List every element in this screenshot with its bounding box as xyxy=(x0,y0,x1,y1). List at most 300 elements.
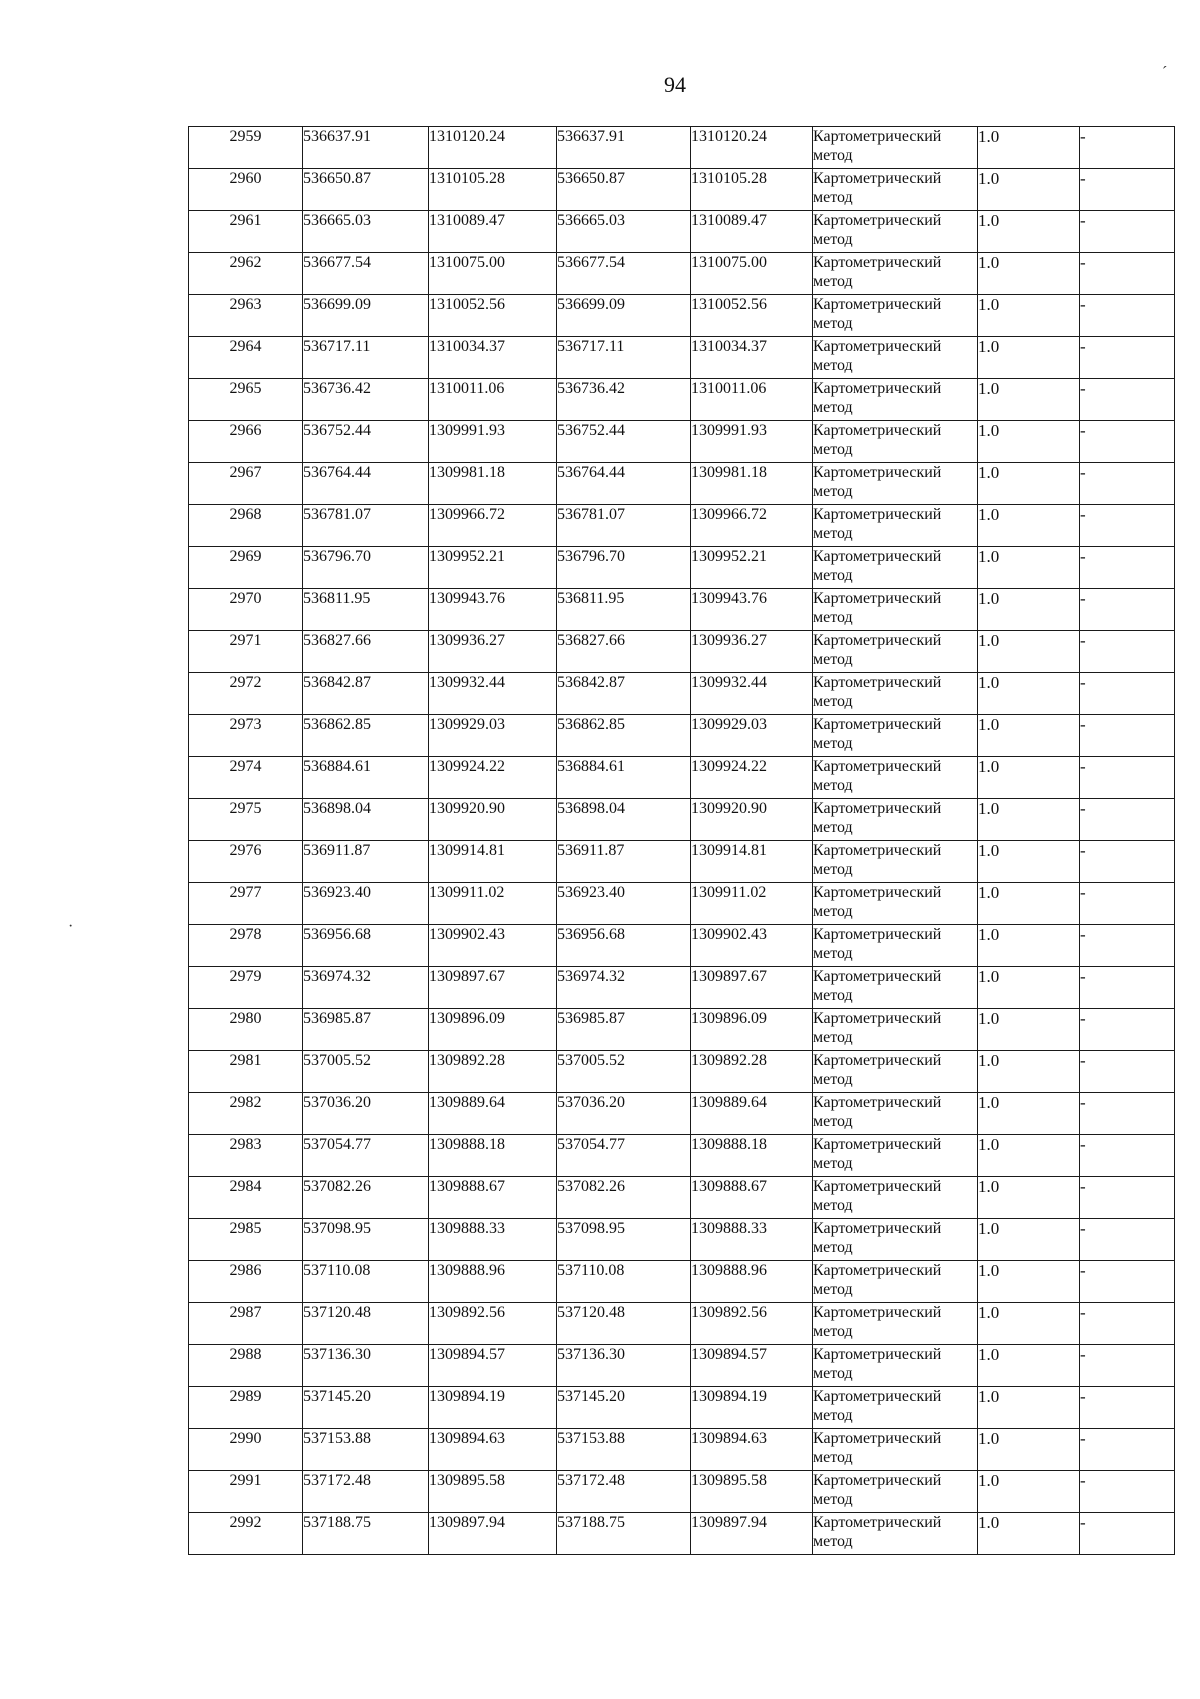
cell-x-coordinate: 537145.20 xyxy=(303,1387,429,1429)
cell-y-coordinate-new: 1310089.47 xyxy=(691,211,813,253)
table-row xyxy=(189,1009,1175,1051)
cell-method xyxy=(813,673,978,715)
cell-y-coordinate: 1309895.58 xyxy=(429,1471,557,1513)
method-line-1: Картометрический xyxy=(813,1178,942,1195)
cell-extra: - xyxy=(1080,1303,1175,1345)
cell-x-coordinate: 536974.32 xyxy=(303,967,429,1009)
scan-mark: ˊ xyxy=(1162,64,1168,81)
cell-y-coordinate: 1309991.93 xyxy=(429,421,557,463)
page-number: 94 xyxy=(664,72,686,97)
method-line-1: Картометрический xyxy=(813,800,942,817)
method-line-2: метод xyxy=(813,1323,853,1340)
method-line-2: метод xyxy=(813,1113,853,1130)
cell-point-number: 2986 xyxy=(189,1261,303,1303)
cell-y-coordinate: 1309932.44 xyxy=(429,673,557,715)
cell-accuracy: 1.0 xyxy=(978,841,1080,883)
cell-y-coordinate: 1309888.18 xyxy=(429,1135,557,1177)
cell-accuracy: 1.0 xyxy=(978,379,1080,421)
table-row xyxy=(189,211,1175,253)
table-row xyxy=(189,1387,1175,1429)
table-row xyxy=(189,1093,1175,1135)
method-line-2: метод xyxy=(813,861,853,878)
cell-accuracy: 1.0 xyxy=(978,1177,1080,1219)
cell-point-number: 2990 xyxy=(189,1429,303,1471)
cell-point-number: 2985 xyxy=(189,1219,303,1261)
cell-x-coordinate: 536923.40 xyxy=(303,883,429,925)
cell-method xyxy=(813,841,978,883)
method-line-2: метод xyxy=(813,1239,853,1256)
method-line-2: метод xyxy=(813,819,853,836)
cell-method xyxy=(813,463,978,505)
cell-point-number: 2984 xyxy=(189,1177,303,1219)
cell-accuracy: 1.0 xyxy=(978,169,1080,211)
method-line-1: Картометрический xyxy=(813,464,942,481)
cell-extra: - xyxy=(1080,1093,1175,1135)
table-row xyxy=(189,1513,1175,1555)
cell-y-coordinate: 1309911.02 xyxy=(429,883,557,925)
cell-extra: - xyxy=(1080,421,1175,463)
method-line-1: Картометрический xyxy=(813,254,942,271)
cell-y-coordinate-new: 1309966.72 xyxy=(691,505,813,547)
cell-x-coordinate: 537036.20 xyxy=(303,1093,429,1135)
cell-y-coordinate-new: 1309902.43 xyxy=(691,925,813,967)
cell-point-number: 2971 xyxy=(189,631,303,673)
method-line-1: Картометрический xyxy=(813,1388,942,1405)
cell-y-coordinate: 1309920.90 xyxy=(429,799,557,841)
cell-x-coordinate: 536677.54 xyxy=(303,253,429,295)
method-line-2: метод xyxy=(813,483,853,500)
cell-y-coordinate: 1309952.21 xyxy=(429,547,557,589)
method-line-1: Картометрический xyxy=(813,212,942,229)
cell-y-coordinate-new: 1309952.21 xyxy=(691,547,813,589)
cell-x-coordinate: 537153.88 xyxy=(303,1429,429,1471)
cell-method xyxy=(813,1051,978,1093)
table-row xyxy=(189,967,1175,1009)
cell-extra: - xyxy=(1080,1345,1175,1387)
cell-y-coordinate-new: 1309932.44 xyxy=(691,673,813,715)
table-row xyxy=(189,169,1175,211)
method-line-1: Картометрический xyxy=(813,1304,942,1321)
table-row xyxy=(189,1135,1175,1177)
method-line-1: Картометрический xyxy=(813,632,942,649)
cell-point-number: 2976 xyxy=(189,841,303,883)
cell-y-coordinate: 1309914.81 xyxy=(429,841,557,883)
method-line-2: метод xyxy=(813,273,853,290)
cell-extra: - xyxy=(1080,1177,1175,1219)
cell-point-number: 2982 xyxy=(189,1093,303,1135)
cell-method xyxy=(813,883,978,925)
cell-extra: - xyxy=(1080,1135,1175,1177)
cell-y-coordinate-new: 1309892.28 xyxy=(691,1051,813,1093)
cell-x-coordinate-new: 537153.88 xyxy=(557,1429,691,1471)
cell-method xyxy=(813,547,978,589)
cell-point-number: 2988 xyxy=(189,1345,303,1387)
method-line-2: метод xyxy=(813,147,853,164)
cell-method xyxy=(813,1135,978,1177)
cell-accuracy: 1.0 xyxy=(978,1051,1080,1093)
cell-point-number: 2961 xyxy=(189,211,303,253)
table-row xyxy=(189,253,1175,295)
table-row xyxy=(189,295,1175,337)
cell-x-coordinate-new: 537120.48 xyxy=(557,1303,691,1345)
cell-x-coordinate-new: 536827.66 xyxy=(557,631,691,673)
method-line-1: Картометрический xyxy=(813,842,942,859)
method-line-1: Картометрический xyxy=(813,1430,942,1447)
cell-accuracy: 1.0 xyxy=(978,1135,1080,1177)
cell-extra: - xyxy=(1080,295,1175,337)
cell-method xyxy=(813,1387,978,1429)
cell-point-number: 2981 xyxy=(189,1051,303,1093)
cell-y-coordinate: 1309892.28 xyxy=(429,1051,557,1093)
cell-x-coordinate: 536699.09 xyxy=(303,295,429,337)
cell-y-coordinate-new: 1309914.81 xyxy=(691,841,813,883)
cell-extra: - xyxy=(1080,925,1175,967)
cell-y-coordinate-new: 1310105.28 xyxy=(691,169,813,211)
cell-method xyxy=(813,1261,978,1303)
cell-y-coordinate: 1310089.47 xyxy=(429,211,557,253)
cell-method xyxy=(813,127,978,169)
cell-extra: - xyxy=(1080,1387,1175,1429)
cell-accuracy: 1.0 xyxy=(978,589,1080,631)
cell-point-number: 2978 xyxy=(189,925,303,967)
cell-x-coordinate-new: 536796.70 xyxy=(557,547,691,589)
table-row xyxy=(189,547,1175,589)
coordinates-table-container xyxy=(188,126,1174,1555)
cell-y-coordinate-new: 1309888.33 xyxy=(691,1219,813,1261)
method-line-1: Картометрический xyxy=(813,296,942,313)
table-row xyxy=(189,1177,1175,1219)
cell-accuracy: 1.0 xyxy=(978,421,1080,463)
cell-extra: - xyxy=(1080,337,1175,379)
cell-point-number: 2965 xyxy=(189,379,303,421)
cell-point-number: 2969 xyxy=(189,547,303,589)
cell-point-number: 2975 xyxy=(189,799,303,841)
cell-accuracy: 1.0 xyxy=(978,295,1080,337)
cell-x-coordinate: 536717.11 xyxy=(303,337,429,379)
cell-point-number: 2979 xyxy=(189,967,303,1009)
cell-y-coordinate: 1309888.33 xyxy=(429,1219,557,1261)
cell-method xyxy=(813,211,978,253)
cell-method xyxy=(813,799,978,841)
table-row xyxy=(189,379,1175,421)
cell-y-coordinate-new: 1309936.27 xyxy=(691,631,813,673)
cell-accuracy: 1.0 xyxy=(978,1219,1080,1261)
cell-y-coordinate: 1309902.43 xyxy=(429,925,557,967)
method-line-2: метод xyxy=(813,693,853,710)
cell-y-coordinate-new: 1309897.94 xyxy=(691,1513,813,1555)
cell-x-coordinate: 536985.87 xyxy=(303,1009,429,1051)
cell-y-coordinate-new: 1310034.37 xyxy=(691,337,813,379)
cell-y-coordinate-new: 1310120.24 xyxy=(691,127,813,169)
cell-x-coordinate-new: 536811.95 xyxy=(557,589,691,631)
cell-x-coordinate-new: 536956.68 xyxy=(557,925,691,967)
cell-x-coordinate-new: 536781.07 xyxy=(557,505,691,547)
cell-x-coordinate: 537136.30 xyxy=(303,1345,429,1387)
cell-method xyxy=(813,1093,978,1135)
cell-accuracy: 1.0 xyxy=(978,1387,1080,1429)
cell-accuracy: 1.0 xyxy=(978,883,1080,925)
table-row xyxy=(189,883,1175,925)
cell-accuracy: 1.0 xyxy=(978,967,1080,1009)
table-row xyxy=(189,1219,1175,1261)
method-line-1: Картометрический xyxy=(813,1136,942,1153)
method-line-2: метод xyxy=(813,567,853,584)
cell-method xyxy=(813,1009,978,1051)
table-row xyxy=(189,1051,1175,1093)
cell-accuracy: 1.0 xyxy=(978,1261,1080,1303)
cell-extra: - xyxy=(1080,1261,1175,1303)
cell-accuracy: 1.0 xyxy=(978,715,1080,757)
cell-accuracy: 1.0 xyxy=(978,673,1080,715)
table-row xyxy=(189,715,1175,757)
method-line-2: метод xyxy=(813,189,853,206)
method-line-2: метод xyxy=(813,357,853,374)
cell-point-number: 2992 xyxy=(189,1513,303,1555)
cell-y-coordinate-new: 1309895.58 xyxy=(691,1471,813,1513)
cell-method xyxy=(813,169,978,211)
table-row xyxy=(189,337,1175,379)
cell-method xyxy=(813,421,978,463)
cell-y-coordinate-new: 1309943.76 xyxy=(691,589,813,631)
table-row xyxy=(189,1345,1175,1387)
method-line-2: метод xyxy=(813,1197,853,1214)
cell-method xyxy=(813,967,978,1009)
cell-method xyxy=(813,1429,978,1471)
table-row xyxy=(189,925,1175,967)
cell-y-coordinate: 1310034.37 xyxy=(429,337,557,379)
method-line-2: метод xyxy=(813,987,853,1004)
cell-point-number: 2970 xyxy=(189,589,303,631)
cell-extra: - xyxy=(1080,1051,1175,1093)
method-line-2: метод xyxy=(813,777,853,794)
cell-point-number: 2967 xyxy=(189,463,303,505)
table-row xyxy=(189,631,1175,673)
cell-method xyxy=(813,1471,978,1513)
table-row xyxy=(189,1471,1175,1513)
method-line-1: Картометрический xyxy=(813,590,942,607)
cell-x-coordinate-new: 536842.87 xyxy=(557,673,691,715)
method-line-1: Картометрический xyxy=(813,1094,942,1111)
method-line-2: метод xyxy=(813,525,853,542)
cell-method xyxy=(813,1513,978,1555)
cell-extra: - xyxy=(1080,673,1175,715)
table-row xyxy=(189,463,1175,505)
cell-accuracy: 1.0 xyxy=(978,1303,1080,1345)
cell-x-coordinate: 536637.91 xyxy=(303,127,429,169)
cell-x-coordinate-new: 537136.30 xyxy=(557,1345,691,1387)
table-row xyxy=(189,1303,1175,1345)
cell-x-coordinate-new: 536884.61 xyxy=(557,757,691,799)
cell-x-coordinate: 536764.44 xyxy=(303,463,429,505)
cell-y-coordinate: 1309894.19 xyxy=(429,1387,557,1429)
cell-extra: - xyxy=(1080,841,1175,883)
cell-accuracy: 1.0 xyxy=(978,925,1080,967)
cell-y-coordinate-new: 1310052.56 xyxy=(691,295,813,337)
table-row xyxy=(189,1261,1175,1303)
table-row xyxy=(189,127,1175,169)
method-line-1: Картометрический xyxy=(813,1514,942,1531)
cell-x-coordinate: 537120.48 xyxy=(303,1303,429,1345)
cell-point-number: 2963 xyxy=(189,295,303,337)
cell-point-number: 2980 xyxy=(189,1009,303,1051)
cell-x-coordinate: 536862.85 xyxy=(303,715,429,757)
cell-x-coordinate: 536752.44 xyxy=(303,421,429,463)
cell-y-coordinate-new: 1309911.02 xyxy=(691,883,813,925)
method-line-2: метод xyxy=(813,945,853,962)
cell-x-coordinate-new: 537145.20 xyxy=(557,1387,691,1429)
cell-accuracy: 1.0 xyxy=(978,1471,1080,1513)
cell-y-coordinate-new: 1309981.18 xyxy=(691,463,813,505)
cell-y-coordinate-new: 1309892.56 xyxy=(691,1303,813,1345)
cell-point-number: 2987 xyxy=(189,1303,303,1345)
cell-y-coordinate: 1309897.94 xyxy=(429,1513,557,1555)
table-row xyxy=(189,757,1175,799)
cell-point-number: 2968 xyxy=(189,505,303,547)
cell-x-coordinate-new: 536677.54 xyxy=(557,253,691,295)
method-line-2: метод xyxy=(813,1155,853,1172)
cell-x-coordinate: 536911.87 xyxy=(303,841,429,883)
cell-method xyxy=(813,379,978,421)
cell-y-coordinate: 1310052.56 xyxy=(429,295,557,337)
table-row xyxy=(189,841,1175,883)
cell-method xyxy=(813,337,978,379)
cell-y-coordinate: 1309888.96 xyxy=(429,1261,557,1303)
cell-x-coordinate-new: 537172.48 xyxy=(557,1471,691,1513)
cell-extra: - xyxy=(1080,1009,1175,1051)
cell-y-coordinate: 1309936.27 xyxy=(429,631,557,673)
cell-point-number: 2960 xyxy=(189,169,303,211)
cell-accuracy: 1.0 xyxy=(978,1513,1080,1555)
cell-method xyxy=(813,757,978,799)
cell-method xyxy=(813,505,978,547)
cell-y-coordinate: 1309929.03 xyxy=(429,715,557,757)
method-line-1: Картометрический xyxy=(813,506,942,523)
cell-accuracy: 1.0 xyxy=(978,547,1080,589)
method-line-2: метод xyxy=(813,399,853,416)
cell-point-number: 2977 xyxy=(189,883,303,925)
cell-y-coordinate: 1309966.72 xyxy=(429,505,557,547)
method-line-1: Картометрический xyxy=(813,422,942,439)
method-line-2: метод xyxy=(813,1365,853,1382)
cell-y-coordinate-new: 1309888.96 xyxy=(691,1261,813,1303)
cell-y-coordinate: 1309888.67 xyxy=(429,1177,557,1219)
cell-x-coordinate-new: 537082.26 xyxy=(557,1177,691,1219)
cell-y-coordinate-new: 1310075.00 xyxy=(691,253,813,295)
table-row xyxy=(189,505,1175,547)
method-line-2: метод xyxy=(813,1491,853,1508)
cell-extra: - xyxy=(1080,547,1175,589)
method-line-2: метод xyxy=(813,315,853,332)
cell-x-coordinate-new: 536699.09 xyxy=(557,295,691,337)
method-line-1: Картометрический xyxy=(813,926,942,943)
cell-accuracy: 1.0 xyxy=(978,211,1080,253)
cell-accuracy: 1.0 xyxy=(978,757,1080,799)
cell-method xyxy=(813,589,978,631)
cell-y-coordinate-new: 1309991.93 xyxy=(691,421,813,463)
cell-point-number: 2991 xyxy=(189,1471,303,1513)
method-line-2: метод xyxy=(813,231,853,248)
method-line-1: Картометрический xyxy=(813,884,942,901)
cell-extra: - xyxy=(1080,715,1175,757)
method-line-1: Картометрический xyxy=(813,1262,942,1279)
cell-y-coordinate: 1310075.00 xyxy=(429,253,557,295)
method-line-1: Картометрический xyxy=(813,1052,942,1069)
cell-x-coordinate-new: 536665.03 xyxy=(557,211,691,253)
method-line-2: метод xyxy=(813,1281,853,1298)
cell-method xyxy=(813,1177,978,1219)
cell-y-coordinate-new: 1310011.06 xyxy=(691,379,813,421)
cell-extra: - xyxy=(1080,1471,1175,1513)
cell-point-number: 2962 xyxy=(189,253,303,295)
method-line-2: метод xyxy=(813,1071,853,1088)
method-line-2: метод xyxy=(813,1407,853,1424)
cell-y-coordinate-new: 1309929.03 xyxy=(691,715,813,757)
cell-method xyxy=(813,631,978,673)
cell-y-coordinate: 1309894.63 xyxy=(429,1429,557,1471)
cell-point-number: 2959 xyxy=(189,127,303,169)
method-line-1: Картометрический xyxy=(813,968,942,985)
cell-x-coordinate-new: 537036.20 xyxy=(557,1093,691,1135)
cell-x-coordinate: 536956.68 xyxy=(303,925,429,967)
cell-x-coordinate: 536842.87 xyxy=(303,673,429,715)
cell-x-coordinate-new: 536862.85 xyxy=(557,715,691,757)
cell-y-coordinate-new: 1309920.90 xyxy=(691,799,813,841)
cell-y-coordinate: 1310105.28 xyxy=(429,169,557,211)
cell-x-coordinate-new: 536752.44 xyxy=(557,421,691,463)
cell-method xyxy=(813,1345,978,1387)
cell-x-coordinate-new: 537110.08 xyxy=(557,1261,691,1303)
cell-point-number: 2964 xyxy=(189,337,303,379)
cell-y-coordinate-new: 1309888.67 xyxy=(691,1177,813,1219)
cell-x-coordinate-new: 537188.75 xyxy=(557,1513,691,1555)
cell-x-coordinate-new: 536717.11 xyxy=(557,337,691,379)
method-line-1: Картометрический xyxy=(813,758,942,775)
cell-x-coordinate-new: 536911.87 xyxy=(557,841,691,883)
cell-x-coordinate: 536898.04 xyxy=(303,799,429,841)
method-line-2: метод xyxy=(813,903,853,920)
cell-x-coordinate: 536736.42 xyxy=(303,379,429,421)
cell-method xyxy=(813,715,978,757)
cell-x-coordinate-new: 537054.77 xyxy=(557,1135,691,1177)
cell-extra: - xyxy=(1080,379,1175,421)
method-line-1: Картометрический xyxy=(813,674,942,691)
cell-y-coordinate: 1310011.06 xyxy=(429,379,557,421)
cell-extra: - xyxy=(1080,1513,1175,1555)
cell-y-coordinate-new: 1309897.67 xyxy=(691,967,813,1009)
cell-accuracy: 1.0 xyxy=(978,631,1080,673)
cell-y-coordinate: 1309889.64 xyxy=(429,1093,557,1135)
method-line-1: Картометрический xyxy=(813,380,942,397)
cell-x-coordinate: 536650.87 xyxy=(303,169,429,211)
table-row xyxy=(189,1429,1175,1471)
table-row xyxy=(189,589,1175,631)
cell-extra: - xyxy=(1080,505,1175,547)
cell-y-coordinate: 1309894.57 xyxy=(429,1345,557,1387)
cell-y-coordinate: 1310120.24 xyxy=(429,127,557,169)
cell-x-coordinate-new: 536985.87 xyxy=(557,1009,691,1051)
cell-x-coordinate-new: 536736.42 xyxy=(557,379,691,421)
table-body xyxy=(189,127,1175,1555)
cell-x-coordinate: 537082.26 xyxy=(303,1177,429,1219)
cell-y-coordinate-new: 1309894.63 xyxy=(691,1429,813,1471)
cell-method xyxy=(813,1303,978,1345)
cell-y-coordinate-new: 1309894.57 xyxy=(691,1345,813,1387)
method-line-1: Картометрический xyxy=(813,1472,942,1489)
cell-x-coordinate: 537005.52 xyxy=(303,1051,429,1093)
cell-extra: - xyxy=(1080,757,1175,799)
cell-extra: - xyxy=(1080,169,1175,211)
method-line-2: метод xyxy=(813,1449,853,1466)
